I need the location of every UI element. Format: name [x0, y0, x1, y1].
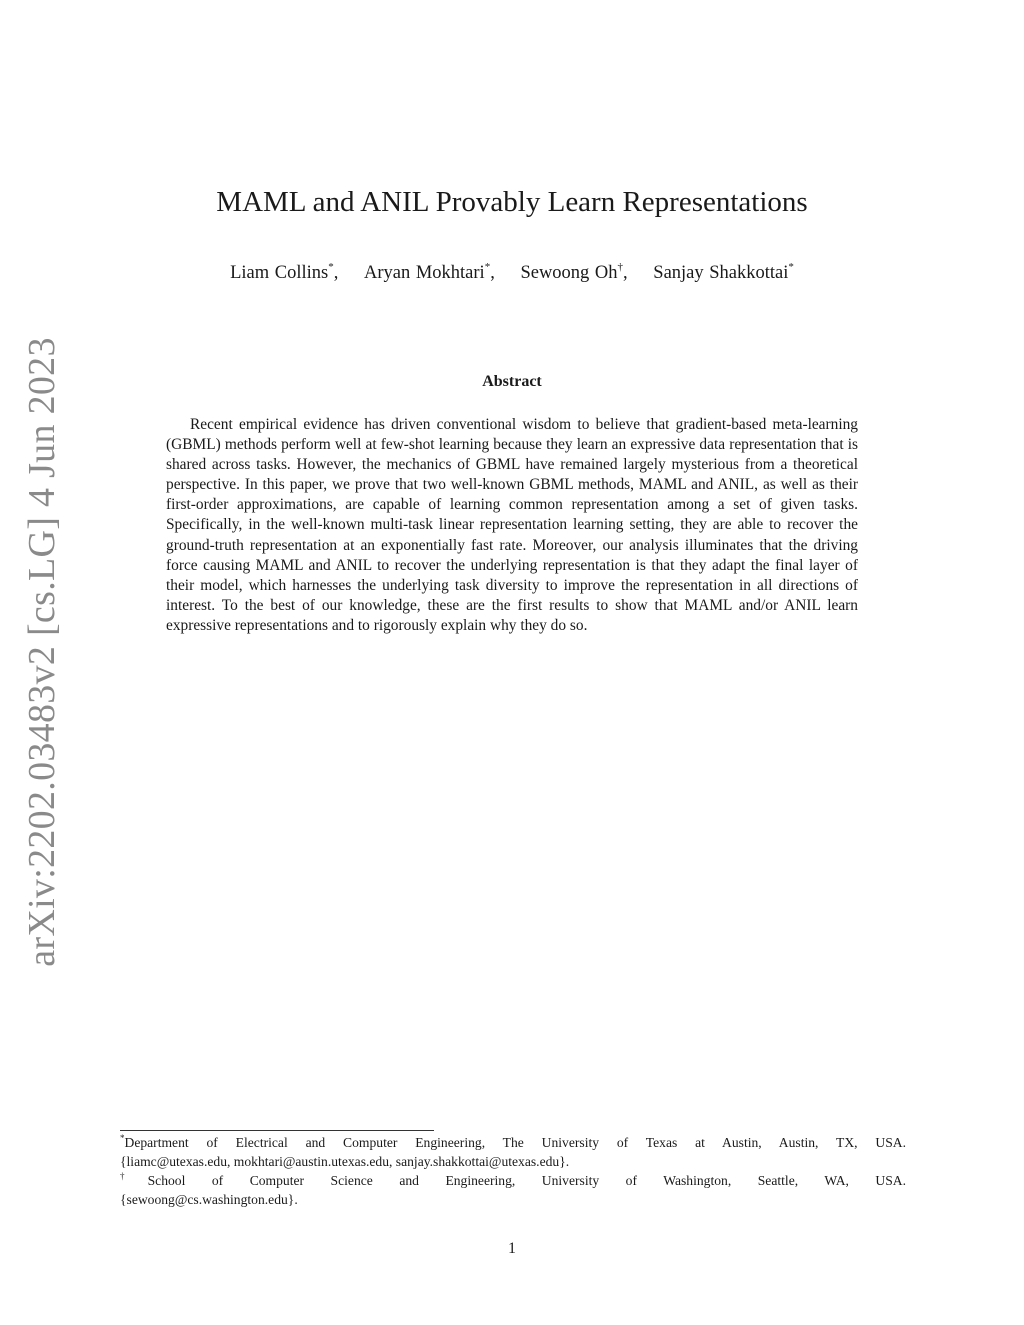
footnote-affiliation-ut-austin [120, 1133, 906, 1171]
footnotes [120, 1133, 906, 1209]
footnote-mark: * [120, 1133, 125, 1143]
author-affiliation-mark: * [788, 261, 794, 273]
author-name: Sanjay Shakkottai [653, 263, 789, 283]
abstract-heading: Abstract [482, 373, 542, 390]
footnote-emails: {sewoong@cs.washington.edu}. [120, 1192, 298, 1207]
page-number: 1 [508, 1240, 516, 1257]
abstract-text: Recent empirical evidence has driven conventional wisdom to believe that gradient-based meta-learning (GBML) methods perform well at few-shot learning because they learn an expressive data representation that is shared across tasks. However, the mechanics of GBML have remained largely mysterious from a theoretical perspective. In this paper, we prove that two well-known GBML methods, MAML and ANIL, as well as their first-order approximations, are capable of learning common representation among a set of given tasks. Specifically, in the well-known multi-task linear representation learning setting, they are able to recover the ground-truth representation at an exponentially fast rate. Moreover, our analysis illuminates that the driving force causing MAML and ANIL to recover the underlying representation is that they adapt the final layer of their model, which harnesses the underlying task diversity to improve the representation in all directions of interest. To the best of our knowledge, these are the first results to show that MAML and/or ANIL learn expressive representations and to rigorously explain why they do so. [166, 416, 858, 634]
author-item: Sewoong Oh†, [520, 261, 628, 283]
author-name: Aryan Mokhtari [363, 263, 485, 283]
author-name: Liam Collins [230, 263, 329, 283]
footnote-affiliation-text: Department of Electrical and Computer Engineering, The University of Texas at Austin, Austin, TX, USA. [124, 1135, 906, 1150]
author-affiliation-mark: * [328, 261, 334, 273]
author-list [0, 263, 1024, 284]
footnote-line [120, 1171, 906, 1190]
author-item: Liam Collins*, [230, 261, 339, 283]
footnote-line [120, 1133, 906, 1152]
author-name: Sewoong Oh [520, 263, 618, 283]
paper-title: MAML and ANIL Provably Learn Representations [216, 186, 808, 218]
author-item: Aryan Mokhtari*, [363, 261, 495, 283]
arxiv-identifier-stamp: arXiv:2202.03483v2 [cs.LG] 4 Jun 2023 [21, 337, 63, 967]
footnote-affiliation-uw [120, 1171, 906, 1209]
footnote-emails: {liamc@utexas.edu, mokhtari@austin.utexas.edu, sanjay.shakkottai@utexas.edu}. [120, 1154, 570, 1169]
footnote-affiliation-text: School of Computer Science and Engineering, University of Washington, Seattle, WA, USA. [147, 1173, 907, 1188]
author-item [653, 263, 794, 284]
author-affiliation-mark: * [484, 261, 491, 273]
footnote-divider [120, 1130, 434, 1131]
author-affiliation-mark: † [617, 261, 624, 273]
footnote-mark: † [120, 1171, 148, 1181]
